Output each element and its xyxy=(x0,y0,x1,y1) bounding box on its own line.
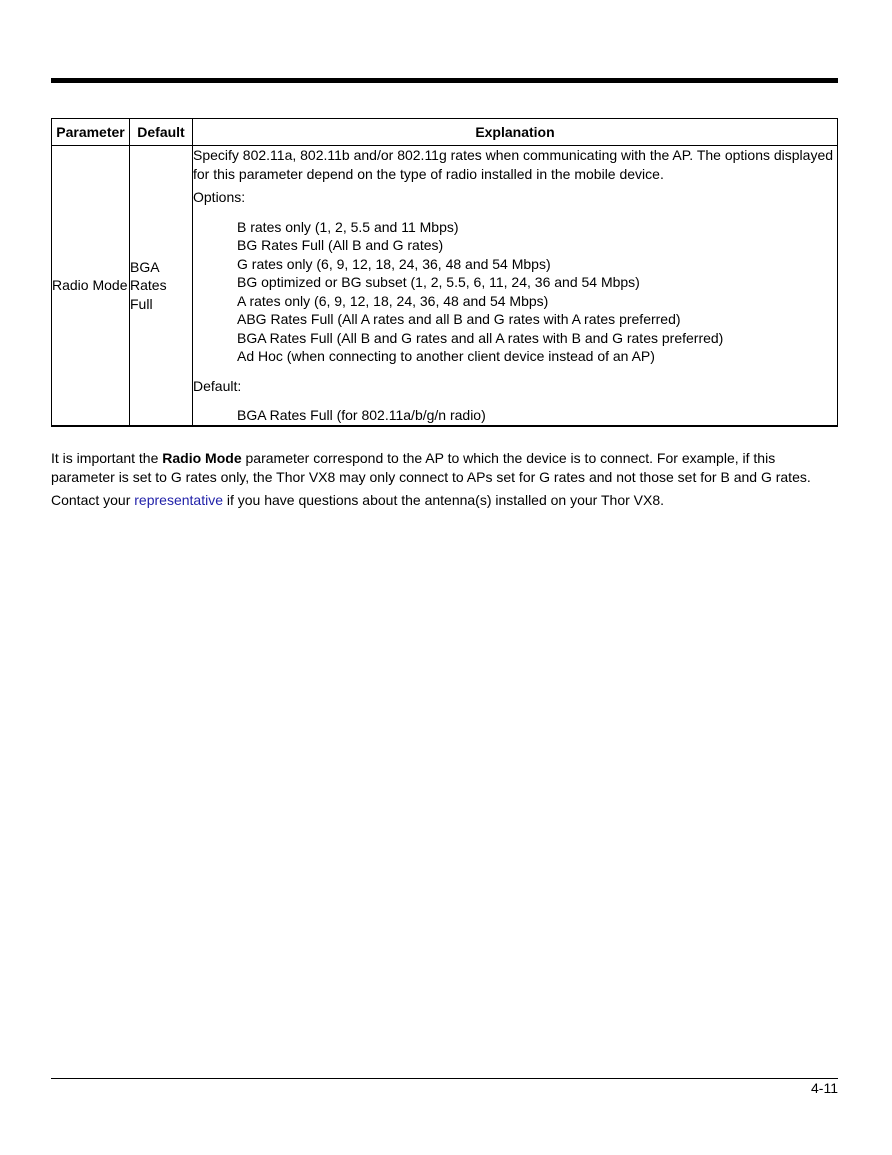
contact-suffix: if you have questions about the antenna(s) installed on your Thor VX8. xyxy=(222,492,665,508)
option-item: BG Rates Full (All B and G rates) xyxy=(237,237,444,253)
table-row xyxy=(52,146,838,426)
option-item: ABG Rates Full (All A rates and all B and G rates with A rates preferred) xyxy=(237,311,681,327)
radio-mode-note xyxy=(51,449,831,487)
option-item: BG optimized or BG subset (1, 2, 5.5, 6, 11, 24, 36 and 54 Mbps) xyxy=(237,274,640,290)
option-item: A rates only (6, 9, 12, 18, 24, 36, 48 and 54 Mbps) xyxy=(237,292,549,309)
header-rule xyxy=(51,78,838,83)
cell-default: BGA Rates Full xyxy=(130,146,193,426)
cell-explanation xyxy=(193,146,838,426)
option-item: Ad Hoc (when connecting to another client device instead of an AP) xyxy=(237,348,655,364)
table-header-row xyxy=(52,119,838,146)
note-suffix: parameter correspond to the AP to which the device is to connect. For example, if this parameter is set to G rates only, the Thor VX8 may only connect to APs set for G rates and not those set for B and G rates. xyxy=(51,450,811,485)
note-prefix: It is important the xyxy=(51,450,163,466)
default-label: Default: xyxy=(193,377,242,394)
default-value: BGA Rates Full (for 802.11a/b/g/n radio) xyxy=(237,407,486,423)
options-list xyxy=(237,218,837,366)
option-item: BGA Rates Full (All B and G rates and all A rates with B and G rates preferred) xyxy=(237,329,724,346)
contact-paragraph xyxy=(51,491,831,510)
footer-rule xyxy=(51,1078,838,1079)
explanation-intro: Specify 802.11a, 802.11b and/or 802.11g rates when communicating with the AP. The options displayed for this parameter depend on the type of radio installed in the mobile device. xyxy=(193,147,834,182)
option-item: G rates only (6, 9, 12, 18, 24, 36, 48 and 54 Mbps) xyxy=(237,255,551,272)
header-explanation: Explanation xyxy=(193,119,838,146)
note-bold-term: Radio Mode xyxy=(162,450,242,466)
representative-link[interactable]: representative xyxy=(134,492,223,508)
header-default: Default xyxy=(130,119,193,146)
contact-prefix: Contact your xyxy=(51,492,135,508)
options-label: Options: xyxy=(193,189,246,205)
option-item: B rates only (1, 2, 5.5 and 11 Mbps) xyxy=(237,218,459,235)
header-parameter: Parameter xyxy=(52,119,130,146)
cell-parameter: Radio Mode xyxy=(52,146,130,426)
parameter-table xyxy=(51,118,838,427)
page-number: 4-11 xyxy=(811,1080,838,1096)
